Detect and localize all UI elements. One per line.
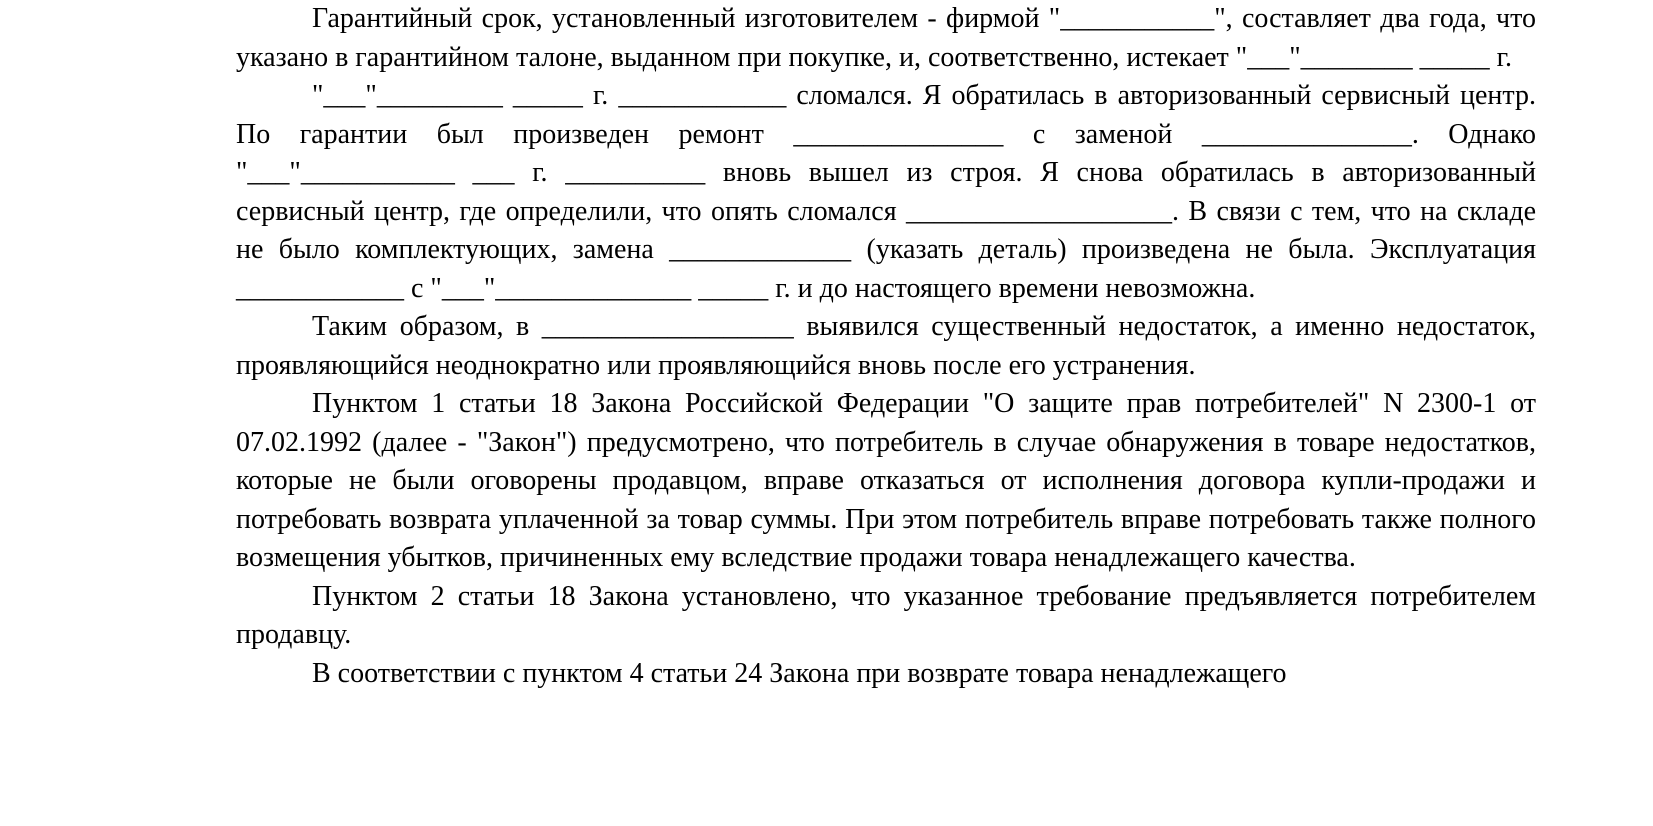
paragraph-breakdown-history: "___"_________ _____ г. ____________ сломался. Я обратилась в авторизованный сервисный центр. По гарантии был произведен ремонт _______________ с заменой _______________. Однако "___"___________ ___ г. __________ вновь вышел из строя. Я снова обратилась в авторизованный сервисный центр, где определили, что опять сломался ___________________. В связи с тем, что на складе не было комплектующих, замена _____________ (указать деталь) произведена не была. Эксплуатация ____________ с "___"______________ _____ г. и до настоящего времени невозможна. [236,80,1536,304]
paragraph-law-article-24-4: В соответствии с пунктом 4 статьи 24 Закона при возврате товара ненадлежащего [312,657,1287,689]
paragraph-law-article-18-1: Пунктом 1 статьи 18 Закона Российской Федерации "О защите прав потребителей" N 2300-1 от 07.02.1992 (далее - "Закон") предусмотрено, что потребитель в случае обнаружения в товаре недостатков, которые не были оговорены продавцом, вправе отказаться от исполнения договора купли-продажи и потребовать возврата уплаченной за товар суммы. При этом потребитель вправе потребовать также полного возмещения убытков, причиненных ему вследствие продажи товара ненадлежащего качества. [236,388,1536,573]
document-page [236,0,1536,693]
paragraph-law-article-18-2: Пунктом 2 статьи 18 Закона установлено, что указанное требование предъявляется потребителем продавцу. [236,580,1536,650]
paragraph-warranty-term: Гарантийный срок, установленный изготовителем - фирмой "___________", составляет два года, что указано в гарантийном талоне, выданном при покупке, и, соответственно, истекает "___"________ _____ г. [236,3,1536,73]
paragraph-substantial-defect: Таким образом, в __________________ выявился существенный недостаток, а именно недостаток, проявляющийся неоднократно или проявляющийся вновь после его устранения. [236,311,1536,381]
